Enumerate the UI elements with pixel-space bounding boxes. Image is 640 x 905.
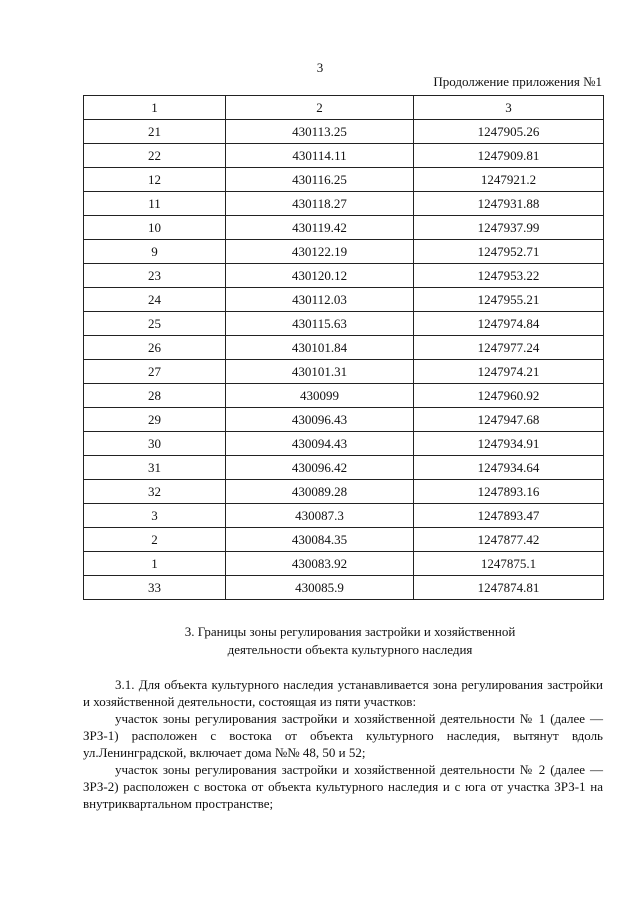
table-cell: 22 xyxy=(84,144,226,168)
table-header-cell: 3 xyxy=(414,96,604,120)
table-row xyxy=(84,360,604,384)
section-title-line: деятельности объекта культурного наследия xyxy=(227,642,473,657)
table-cell: 1247893.47 xyxy=(414,504,604,528)
table-cell: 1247931.88 xyxy=(414,192,604,216)
table-cell: 28 xyxy=(84,384,226,408)
table-cell: 2 xyxy=(84,528,226,552)
paragraph: 3.1. Для объекта культурного наследия устанавливается зона регулирования застройки и хозяйственной деятельности, состоящая из пяти участков: xyxy=(83,677,603,709)
table-cell: 430087.3 xyxy=(226,504,414,528)
table-cell: 430099 xyxy=(226,384,414,408)
table-row xyxy=(84,264,604,288)
table-row xyxy=(84,552,604,576)
table-cell: 1 xyxy=(84,552,226,576)
table-row xyxy=(84,528,604,552)
table-row xyxy=(84,336,604,360)
table-cell: 30 xyxy=(84,432,226,456)
table-cell: 12 xyxy=(84,168,226,192)
table-cell: 430085.9 xyxy=(226,576,414,600)
table-cell: 430118.27 xyxy=(226,192,414,216)
table-row xyxy=(84,312,604,336)
table-cell: 29 xyxy=(84,408,226,432)
table-cell: 21 xyxy=(84,120,226,144)
table-cell: 430089.28 xyxy=(226,480,414,504)
table-cell: 3 xyxy=(84,504,226,528)
table-cell: 1247893.16 xyxy=(414,480,604,504)
table-row xyxy=(84,144,604,168)
table-header-row xyxy=(84,96,604,120)
table-cell: 430101.84 xyxy=(226,336,414,360)
paragraph: участок зоны регулирования застройки и хозяйственной деятельности № 2 (далее — ЗРЗ-2) расположен с востока от объекта культурного наследия и с юга от участка ЗРЗ-1 на внутриквартальном пространстве; xyxy=(83,762,603,811)
table-cell: 430115.63 xyxy=(226,312,414,336)
table-cell: 1247953.22 xyxy=(414,264,604,288)
table-cell: 430116.25 xyxy=(226,168,414,192)
table-cell: 1247921.2 xyxy=(414,168,604,192)
table-cell: 11 xyxy=(84,192,226,216)
appendix-continuation-note: Продолжение приложения №1 xyxy=(433,74,602,89)
table-cell: 23 xyxy=(84,264,226,288)
table-cell: 430122.19 xyxy=(226,240,414,264)
table-row xyxy=(84,504,604,528)
table-cell: 430119.42 xyxy=(226,216,414,240)
table-cell: 430101.31 xyxy=(226,360,414,384)
table-cell: 9 xyxy=(84,240,226,264)
table-row xyxy=(84,408,604,432)
coordinates-table-body xyxy=(84,96,604,600)
section-title-line: 3. Границы зоны регулирования застройки и хозяйственной xyxy=(184,624,516,639)
table-cell: 1247960.92 xyxy=(414,384,604,408)
paragraph: участок зоны регулирования застройки и хозяйственной деятельности № 1 (далее — ЗРЗ-1) расположен с востока от объекта культурного наследия, вытянут вдоль ул.Ленинградской, включает дома №№ 48, 50 и 52; xyxy=(83,711,603,760)
table-cell: 1247877.42 xyxy=(414,528,604,552)
table-row xyxy=(84,456,604,480)
table-cell: 32 xyxy=(84,480,226,504)
table-cell: 430096.42 xyxy=(226,456,414,480)
table-header-cell: 1 xyxy=(84,96,226,120)
table-cell: 430114.11 xyxy=(226,144,414,168)
table-cell: 1247905.26 xyxy=(414,120,604,144)
table-cell: 26 xyxy=(84,336,226,360)
table-cell: 430084.35 xyxy=(226,528,414,552)
table-row xyxy=(84,240,604,264)
table-cell: 1247909.81 xyxy=(414,144,604,168)
table-cell: 1247977.24 xyxy=(414,336,604,360)
table-header-cell: 2 xyxy=(226,96,414,120)
table-cell: 27 xyxy=(84,360,226,384)
table-cell: 24 xyxy=(84,288,226,312)
table-cell: 1247952.71 xyxy=(414,240,604,264)
table-cell: 31 xyxy=(84,456,226,480)
body-text xyxy=(83,676,603,812)
table-cell: 1247955.21 xyxy=(414,288,604,312)
table-cell: 430113.25 xyxy=(226,120,414,144)
table-cell: 10 xyxy=(84,216,226,240)
table-row xyxy=(84,216,604,240)
table-row xyxy=(84,384,604,408)
table-row xyxy=(84,168,604,192)
table-cell: 430112.03 xyxy=(226,288,414,312)
table-cell: 33 xyxy=(84,576,226,600)
table-cell: 25 xyxy=(84,312,226,336)
table-cell: 1247875.1 xyxy=(414,552,604,576)
table-row xyxy=(84,120,604,144)
table-row xyxy=(84,480,604,504)
table-row xyxy=(84,288,604,312)
table-cell: 430096.43 xyxy=(226,408,414,432)
table-cell: 1247874.81 xyxy=(414,576,604,600)
section-title xyxy=(90,623,610,659)
table-cell: 1247937.99 xyxy=(414,216,604,240)
table-cell: 430083.92 xyxy=(226,552,414,576)
table-row xyxy=(84,576,604,600)
table-cell: 1247947.68 xyxy=(414,408,604,432)
table-cell: 1247934.91 xyxy=(414,432,604,456)
table-row xyxy=(84,432,604,456)
table-cell: 430094.43 xyxy=(226,432,414,456)
table-cell: 1247974.21 xyxy=(414,360,604,384)
table-row xyxy=(84,192,604,216)
table-cell: 1247974.84 xyxy=(414,312,604,336)
table-cell: 430120.12 xyxy=(226,264,414,288)
page-number: 3 xyxy=(316,60,324,75)
table-cell: 1247934.64 xyxy=(414,456,604,480)
coordinates-table xyxy=(83,95,604,600)
